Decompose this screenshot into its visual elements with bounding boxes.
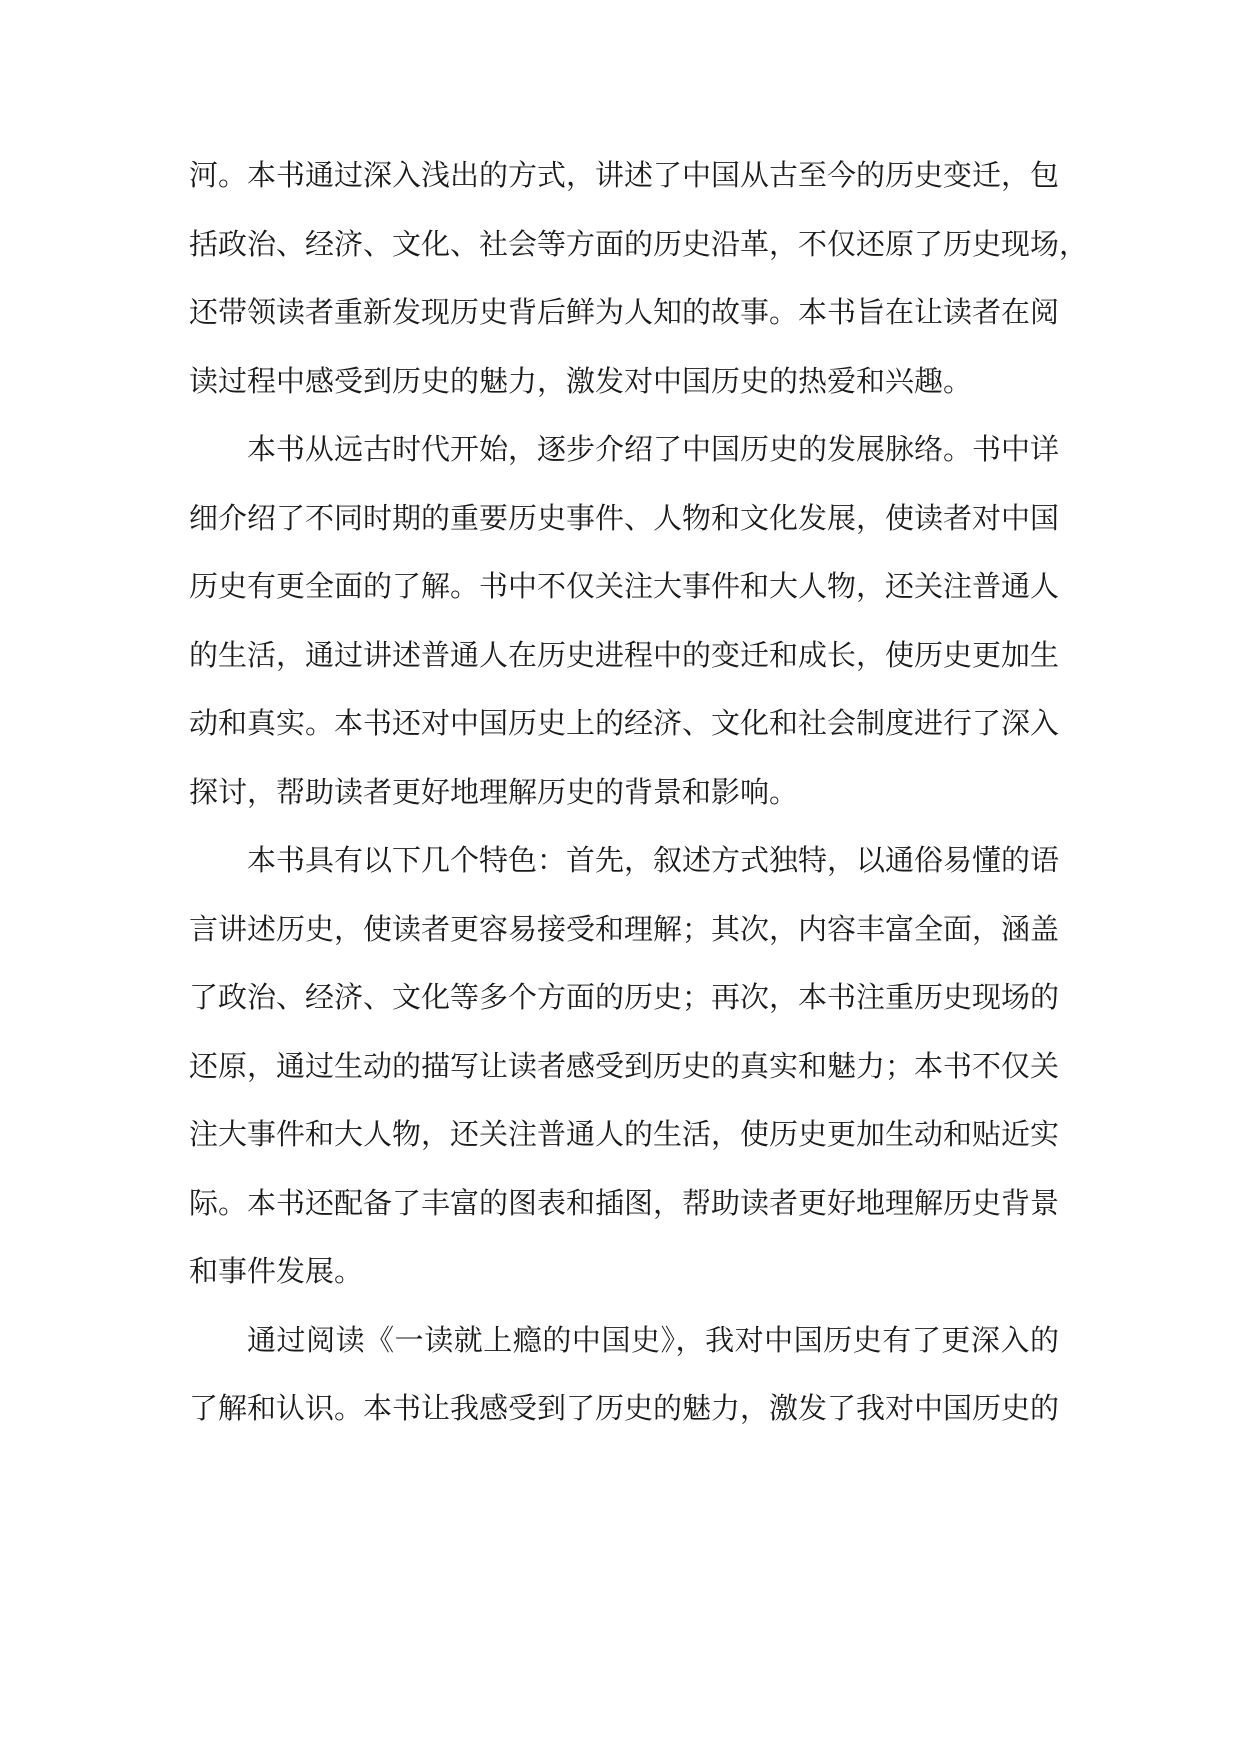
text-line: 还原，通过生动的描写让读者感受到历史的真实和魅力；本书不仅关 [189,1048,1060,1083]
text-line: 本书从远古时代开始，逐步介绍了中国历史的发展脉络。书中详 [247,432,1060,466]
text-line: 历史有更全面的了解。书中不仅关注大事件和大人物，还关注普通人 [189,569,1060,603]
text-line: 括政治、经济、文化、社会等方面的历史沿革，不仅还原了历史现场， [189,226,1089,261]
text-line: 细介绍了不同时期的重要历史事件、人物和文化发展，使读者对中国 [189,500,1060,535]
text-line: 还带领读者重新发现历史背后鲜为人知的故事。本书旨在让读者在阅 [189,295,1060,329]
body-text [189,141,1089,1443]
text-line: 通过阅读《一读就上瘾的中国史》，我对中国历史有了更深入的 [247,1322,1059,1357]
text-line: 探讨，帮助读者更好地理解历史的背景和影响。 [189,774,799,809]
text-line: 本书具有以下几个特色：首先，叙述方式独特，以通俗易懂的语 [247,843,1060,877]
paragraph-1 [189,141,1089,415]
text-line: 的生活，通过讲述普通人在历史进程中的变迁和成长，使历史更加生 [189,637,1060,672]
text-line: 动和真实。本书还对中国历史上的经济、文化和社会制度进行了深入 [189,706,1060,740]
text-line: 际。本书还配备了丰富的图表和插图，帮助读者更好地理解历史背景 [189,1185,1060,1220]
paragraph-4 [189,1306,1059,1443]
text-line: 和事件发展。 [189,1254,364,1288]
paragraph-2 [189,415,1059,826]
text-line: 了政治、经济、文化等多个方面的历史；再次，本书注重历史现场的 [189,980,1060,1014]
paragraph-3 [189,826,1059,1306]
text-line: 注大事件和大人物，还关注普通人的生活，使历史更加生动和贴近实 [189,1117,1060,1151]
text-line: 河。本书通过深入浅出的方式，讲述了中国从古至今的历史变迁，包 [189,158,1060,192]
text-line: 了解和认识。本书让我感受到了历史的魅力，激发了我对中国历史的 [189,1391,1060,1425]
text-line: 言讲述历史，使读者更容易接受和理解；其次，内容丰富全面，涵盖 [189,911,1060,946]
text-line: 读过程中感受到历史的魅力，激发对中国历史的热爱和兴趣。 [189,363,973,398]
